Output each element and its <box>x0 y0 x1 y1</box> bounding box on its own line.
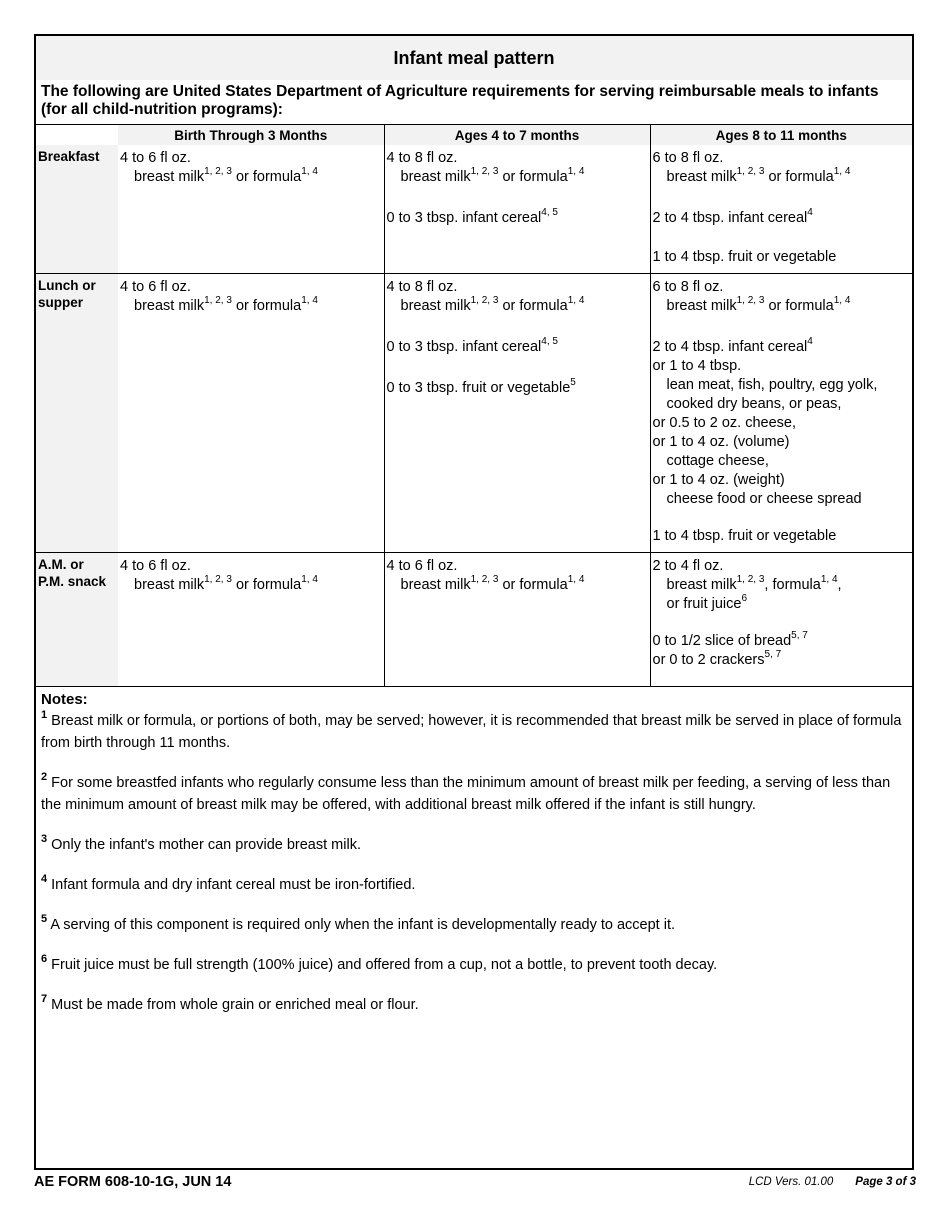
column-header-ages-4-7-months: Ages 4 to 7 months <box>384 125 650 145</box>
form-title: Infant meal pattern <box>36 36 912 80</box>
cell-snack-birth-3-months: 4 to 6 fl oz. breast milk$^{1, 2, 3}$ or formula$^{1, 4}$ <box>118 552 384 686</box>
cell-breakfast-ages-4-7-months: 4 to 8 fl oz. breast milk$^{1, 2, 3}$ or formula$^{1, 4}$ 0 to 3 tbsp. infant cereal$^{4, 5}$ <box>384 145 650 273</box>
note-5: $^5$ A serving of this component is required only when the infant is developmentally ready to accept it. <box>41 912 676 933</box>
cell-lunch-birth-3-months: 4 to 6 fl oz. breast milk$^{1, 2, 3}$ or formula$^{1, 4}$ <box>118 273 384 552</box>
row-label-lunch-supper: Lunch or supper <box>36 273 118 552</box>
note-7: $^7$ Must be made from whole grain or enriched meal or flour. <box>41 992 419 1013</box>
table-row-breakfast <box>36 145 912 273</box>
cell-lunch-ages-8-11-months: 6 to 8 fl oz. breast milk$^{1, 2, 3}$ or formula$^{1, 4}$ 2 to 4 tbsp. infant cereal$^4$ or 1 to 4 tbsp. lean meat, fish, poultry, egg yolk, cooked dry beans, or peas, or 0.5 to 2 oz. cheese, or 1 to 4 oz. (volume) cottage cheese, or 1 to 4 oz. (weight) cheese food or cheese spread 1 to 4 tbsp. fruit or vegetable <box>650 273 912 552</box>
page-number: Page 3 of 3 <box>855 1176 916 1188</box>
notes-section <box>36 687 912 1016</box>
column-header-birth-3-months: Birth Through 3 Months <box>118 125 384 145</box>
note-1: $^1$ Breast milk or formula, or portions of both, may be served; however, it is recommended that breast milk be served in place of formula from birth through 11 months. <box>41 708 902 751</box>
footer-version-page <box>749 1176 916 1188</box>
cell-breakfast-birth-3-months: 4 to 6 fl oz. breast milk$^{1, 2, 3}$ or formula$^{1, 4}$ <box>118 145 384 273</box>
note-4: $^4$ Infant formula and dry infant cereal must be iron-fortified. <box>41 872 416 893</box>
cell-breakfast-ages-8-11-months: 6 to 8 fl oz. breast milk$^{1, 2, 3}$ or formula$^{1, 4}$ 2 to 4 tbsp. infant cereal$^4$ 1 to 4 tbsp. fruit or vegetable <box>650 145 912 273</box>
table-header-row <box>36 125 912 145</box>
table-row-snack <box>36 552 912 686</box>
notes-title: Notes: <box>41 690 88 708</box>
cell-lunch-ages-4-7-months: 4 to 8 fl oz. breast milk$^{1, 2, 3}$ or formula$^{1, 4}$ 0 to 3 tbsp. infant cereal$^{4, 5}$ 0 to 3 tbsp. fruit or vegetable$^5$ <box>384 273 650 552</box>
row-label-snack: A.M. or P.M. snack <box>36 552 118 686</box>
form-number: AE FORM 608-10-1G, JUN 14 <box>34 1174 232 1190</box>
column-header-ages-8-11-months: Ages 8 to 11 months <box>650 125 912 145</box>
note-3: $^3$ Only the infant's mother can provide breast milk. <box>41 832 361 853</box>
infant-meal-pattern-form <box>34 34 914 1170</box>
note-6: $^6$ Fruit juice must be full strength (100% juice) and offered from a cup, not a bottle, to prevent tooth decay. <box>41 952 718 973</box>
note-2: $^2$ For some breastfed infants who regularly consume less than the minimum amount of breast milk per feeding, a serving of less than the minimum amount of breast milk may be offered, with additional breast milk offered if the infant is still hungry. <box>41 770 891 813</box>
row-label-breakfast: Breakfast <box>36 145 118 273</box>
table-row-lunch-supper <box>36 273 912 552</box>
header-blank-cell <box>36 125 118 145</box>
version-label: LCD Vers. 01.00 <box>748 1176 834 1188</box>
cell-snack-ages-4-7-months: 4 to 6 fl oz. breast milk$^{1, 2, 3}$ or formula$^{1, 4}$ <box>384 552 650 686</box>
cell-snack-ages-8-11-months: 2 to 4 fl oz. breast milk$^{1, 2, 3}$, formula$^{1, 4}$, or fruit juice$^6$ 0 to 1/2 slice of bread$^{5, 7}$ or 0 to 2 crackers$^{5, 7}$ <box>650 552 912 686</box>
meal-pattern-table <box>36 125 912 687</box>
intro-text: The following are United States Department of Agriculture requirements for serving reimbursable meals to infants (for all child-nutrition programs): <box>36 80 912 125</box>
